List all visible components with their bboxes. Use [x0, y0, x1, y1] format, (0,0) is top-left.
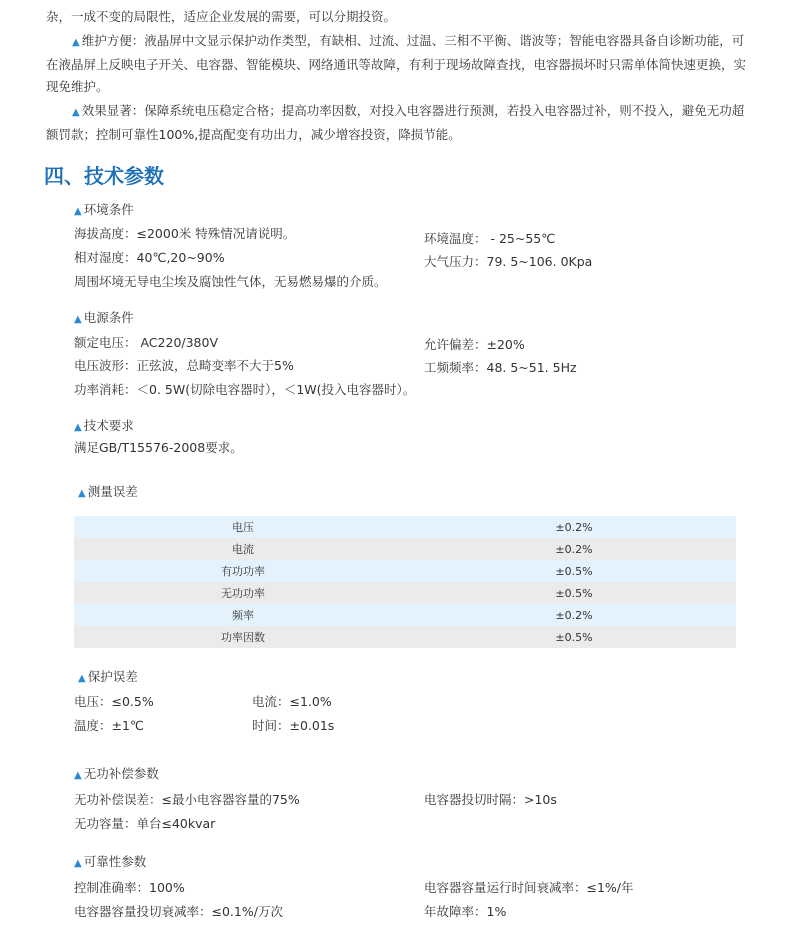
maintain-text: 液晶屏中文显示保护动作类型，有缺相、过流、过温、三相不平衡、谐波等；智能电容器具备自诊断功能，可在液晶屏上反映电子开关、电容器、智能模块、网络通讯等故障，有利于现场故障查找，电容器损坏时只需单体简快速更换，实现免维护。: [46, 33, 747, 94]
reactive-error: 无功补偿误差：≤最小电容器容量的75%: [74, 792, 300, 807]
protect-title: 保护误差: [87, 669, 138, 684]
reliability-decay-time: 电容器容量运行时间衰减率：≤1%/年: [424, 880, 634, 895]
tech-text: 满足GB/T15576-2008要求。: [74, 440, 243, 455]
reliability-heading: [74, 852, 146, 870]
reactive-heading: [74, 764, 159, 782]
effect-title: 效果显著：: [81, 103, 145, 118]
protect-heading: [78, 667, 138, 685]
table-row: [74, 582, 736, 604]
protect-current: 电流：≤1.0%: [252, 694, 332, 709]
triangle-icon: ▲: [72, 107, 80, 118]
protect-voltage: 电压：≤0.5%: [74, 694, 154, 709]
measure-name: 无功功率: [74, 582, 412, 604]
power-consumption: 功率消耗：＜0. 5W(切除电容器时），＜1W(投入电容器时）。: [74, 382, 416, 397]
table-row: [74, 538, 736, 560]
power-waveform: 电压波形：正弦波，总畸变率不大于5%: [74, 358, 294, 373]
table-row: [74, 516, 736, 538]
section-title: 四、技术参数: [44, 164, 164, 188]
env-pressure: 大气压力：79. 5~106. 0Kpa: [424, 254, 593, 269]
env-humidity: 相对湿度：40℃,20~90%: [74, 250, 225, 265]
triangle-icon: ▲: [74, 858, 82, 869]
triangle-icon: ▲: [72, 37, 80, 48]
reliability-failure: 年故障率：1%: [424, 904, 507, 919]
measure-table: [74, 516, 736, 648]
env-altitude: 海拔高度：≤2000米 特殊情况请说明。: [74, 226, 296, 241]
power-heading: [74, 308, 134, 326]
triangle-icon: ▲: [78, 673, 86, 684]
measure-title: 测量误差: [87, 484, 138, 499]
tech-heading: [74, 416, 134, 434]
power-title: 电源条件: [83, 310, 134, 325]
effect-paragraph: [46, 100, 756, 146]
protect-temperature: 温度：±1℃: [74, 718, 144, 733]
reliability-accuracy: 控制准确率：100%: [74, 880, 185, 895]
triangle-icon: ▲: [74, 206, 82, 217]
maintain-title: 维护方便：: [81, 33, 145, 48]
reactive-title: 无功补偿参数: [83, 766, 159, 781]
measure-name: 有功功率: [74, 560, 412, 582]
measure-value: ±0.2%: [412, 538, 736, 560]
table-row: [74, 626, 736, 648]
triangle-icon: ▲: [74, 314, 82, 325]
measure-name: 频率: [74, 604, 412, 626]
power-freq: 工频频率：48. 5~51. 5Hz: [424, 360, 577, 375]
env-surround: 周围坏境无导电尘埃及腐蚀性气体，无易燃易爆的介质。: [74, 274, 387, 289]
reliability-decay-switch: 电容器容量投切衰减率：≤0.1%/万次: [74, 904, 283, 919]
table-row: [74, 560, 736, 582]
measure-value: ±0.5%: [412, 560, 736, 582]
measure-value: ±0.2%: [412, 604, 736, 626]
protect-time: 时间：±0.01s: [252, 718, 335, 733]
table-row: [74, 604, 736, 626]
intro-line: [46, 6, 756, 28]
maintain-paragraph: [46, 30, 756, 98]
triangle-icon: ▲: [78, 488, 86, 499]
measure-name: 电流: [74, 538, 412, 560]
measure-name: 功率因数: [74, 626, 412, 648]
env-temp: 环境温度： - 25~55℃: [424, 231, 556, 246]
triangle-icon: ▲: [74, 422, 82, 433]
reactive-capacity: 无功容量：单台≤40kvar: [74, 816, 216, 831]
reactive-interval: 电容器投切时隔：>10s: [424, 792, 557, 807]
measure-value: ±0.5%: [412, 582, 736, 604]
env-heading: [74, 200, 134, 218]
measure-value: ±0.5%: [412, 626, 736, 648]
measure-name: 电压: [74, 516, 412, 538]
effect-text: 保障系统电压稳定合格；提高功率因数，对投入电容器进行预测，若投入电容器过补，则不投入，避免无功超额罚款；控制可靠性100%,提高配变有功出力，减少增容投资，降损节能。: [46, 103, 745, 142]
measure-value: ±0.2%: [412, 516, 736, 538]
power-rated: 额定电压： AC220/380V: [74, 335, 219, 350]
measure-heading: [78, 482, 138, 500]
triangle-icon: ▲: [74, 770, 82, 781]
intro-line-text: 杂，一成不变的局限性，适应企业发展的需要，可以分期投资。: [46, 9, 397, 24]
tech-title: 技术要求: [83, 418, 134, 433]
reliability-title: 可靠性参数: [83, 854, 147, 869]
env-title: 环境条件: [83, 202, 134, 217]
power-deviation: 允许偏差：±20%: [424, 337, 525, 352]
